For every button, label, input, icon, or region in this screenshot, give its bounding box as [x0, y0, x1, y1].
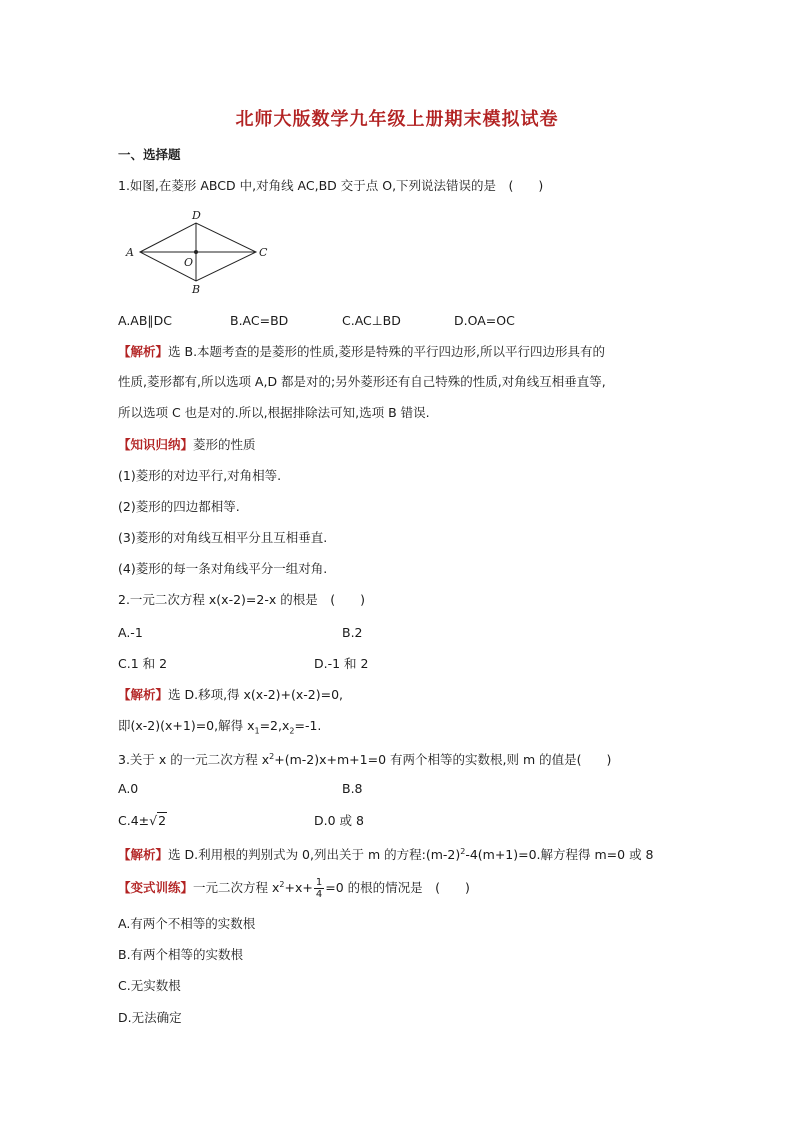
option-text: C.4± [118, 813, 150, 828]
question-1-stem: 1.如图,在菱形 ABCD 中,对角线 AC,BD 交于点 O,下列说法错误的是 ( ) [118, 178, 544, 193]
stem-text: 3.关于 x 的一元二次方程 x [118, 752, 270, 768]
q3-option-d: D.0 或 8 [314, 813, 364, 828]
stem-text: +(m-2)x+m+1=0 有两个相等的实数根,则 m 的值是( ) [274, 752, 612, 768]
question-2-stem: 2.一元二次方程 x(x-2)=2-x 的根是 ( ) [118, 592, 365, 607]
subscript: 2 [289, 726, 295, 736]
q2-option-d: D.-1 和 2 [314, 656, 369, 671]
analysis-text: 即(x-2)(x+1)=0,解得 x [118, 718, 255, 733]
q1-analysis-line-1 [118, 343, 605, 361]
knowledge-tag: 【知识归纳】 [118, 437, 194, 452]
variant-option-b: B.有两个相等的实数根 [118, 947, 244, 962]
q3-option-a: A.0 [118, 781, 139, 796]
analysis-text: =-1. [294, 718, 322, 733]
analysis-text: 选 B.本题考查的是菱形的性质,菱形是特殊的平行四边形,所以平行四边形具有的 [168, 344, 605, 359]
section-heading: 一、选择题 [118, 147, 181, 162]
knowledge-heading [118, 436, 256, 454]
q2-analysis-line-2 [118, 717, 321, 741]
rhombus-figure [120, 205, 280, 297]
q1-option-b: B.AC=BD [230, 313, 289, 328]
fraction-numerator: 1 [315, 877, 323, 889]
analysis-tag: 【解析】 [118, 847, 169, 863]
knowledge-item: (2)菱形的四边都相等. [118, 499, 240, 514]
q2-analysis-line-1 [118, 686, 343, 704]
knowledge-item: (3)菱形的对角线互相平分且互相垂直. [118, 530, 328, 545]
analysis-text: 选 D.移项,得 x(x-2)+(x-2)=0, [168, 687, 344, 702]
fraction-denominator: 4 [315, 889, 323, 901]
variant-tag: 【变式训练】 [118, 880, 194, 896]
fraction [314, 877, 324, 900]
variant-option-a: A.有两个不相等的实数根 [118, 916, 256, 931]
analysis-text: -4(m+1)=0.解方程得 m=0 或 8 [465, 847, 654, 863]
superscript: 2 [460, 847, 466, 856]
subscript: 1 [254, 726, 260, 736]
q3-analysis [118, 843, 654, 864]
variant-stem [118, 876, 470, 900]
label-a: A [126, 246, 134, 259]
label-b: B [192, 283, 201, 296]
label-d: D [192, 209, 201, 222]
variant-option-c: C.无实数根 [118, 978, 181, 993]
q2-option-b: B.2 [342, 625, 363, 640]
question-3-stem [118, 748, 611, 769]
superscript: 2 [269, 752, 275, 761]
knowledge-title: 菱形的性质 [193, 437, 256, 452]
page-title: 北师大版数学九年级上册期末模拟试卷 [235, 109, 559, 130]
analysis-text: 选 D.利用根的判别式为 0,列出关于 m 的方程:(m-2) [168, 847, 461, 863]
sqrt-symbol: √2 [149, 813, 167, 828]
rhombus-diagram [120, 205, 280, 297]
stem-text: +x+ [284, 880, 313, 896]
q1-option-c: C.AC⊥BD [342, 313, 401, 328]
q1-analysis-line-3: 所以选项 C 也是对的.所以,根据排除法可知,选项 B 错误. [118, 405, 430, 420]
analysis-text: =2,x [259, 718, 290, 733]
q1-analysis-line-2: 性质,菱形都有,所以选项 A,D 都是对的;另外菱形还有自己特殊的性质,对角线互相垂直等, [118, 374, 606, 389]
analysis-tag: 【解析】 [118, 687, 169, 702]
q1-option-d: D.OA=OC [454, 313, 515, 328]
analysis-tag: 【解析】 [118, 344, 169, 359]
q2-option-a: A.-1 [118, 625, 143, 640]
q1-option-a: A.AB∥DC [118, 313, 173, 328]
superscript: 2 [279, 880, 285, 889]
knowledge-item: (4)菱形的每一条对角线平分一组对角. [118, 561, 328, 576]
q3-option-b: B.8 [342, 781, 363, 796]
radicand: 2 [158, 813, 167, 828]
q2-option-c: C.1 和 2 [118, 656, 168, 671]
stem-text: =0 的根的情况是 ( ) [325, 880, 470, 896]
q3-option-c [118, 812, 167, 830]
variant-option-d: D.无法确定 [118, 1010, 182, 1025]
stem-text: 一元二次方程 x [193, 880, 280, 896]
knowledge-item: (1)菱形的对边平行,对角相等. [118, 468, 282, 483]
label-c: C [259, 246, 268, 259]
label-o: O [184, 256, 194, 269]
